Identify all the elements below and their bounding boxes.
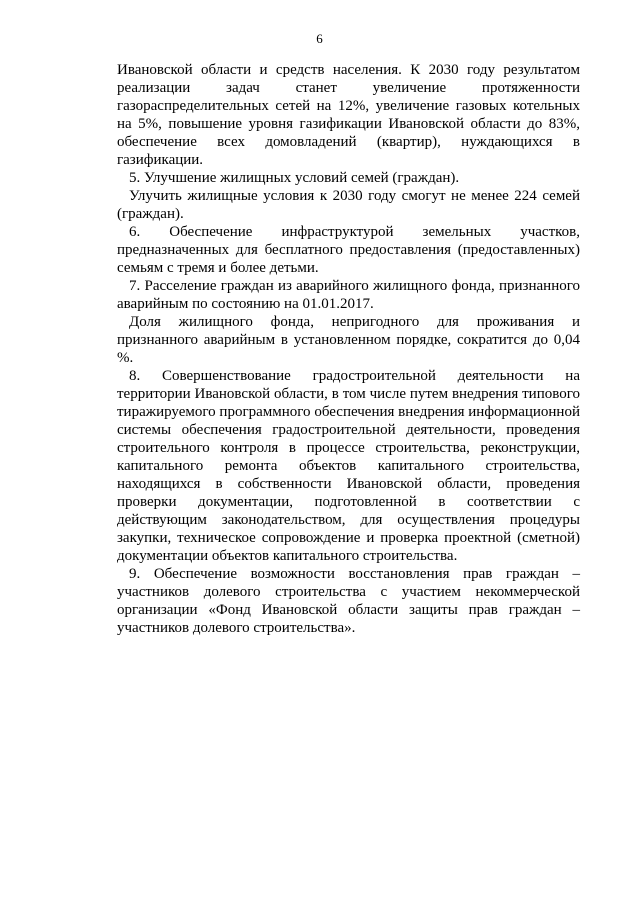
paragraph-item-6-heading: 6. Обеспечение инфраструктурой земельных участков, предназначенных для бесплатного предоставления (предоставленных) семьям с тремя и более детьми. [117, 224, 580, 276]
paragraph-item-9-heading: 9. Обеспечение возможности восстановления прав граждан – участников долевого строительства с участием некоммерческой организации «Фонд Ивановской области защиты прав граждан – участников долевого строительства». [117, 566, 580, 636]
page-number: 6 [316, 31, 323, 46]
paragraph-item-7-heading: 7. Расселение граждан из аварийного жилищного фонда, признанного аварийным по состоянию на 01.01.2017. [117, 278, 580, 312]
document-body [117, 61, 580, 637]
paragraph-item-7-result: Доля жилищного фонда, непригодного для проживания и признанного аварийным в установленном порядке, сократится до 0,04 %. [117, 314, 580, 366]
paragraph-item-5-result: Улучить жилищные условия к 2030 году смогут не менее 224 семей (граждан). [117, 188, 580, 222]
paragraph-gasification-results: Ивановской области и средств населения. К 2030 году результатом реализации задач станет увеличение протяженности газораспределительных сетей на 12%, увеличение газовых котельных на 5%, повышение уровня газификации Ивановской области до 83%, обеспечение всех домовладений (квартир), нуждающихся в газификации. [117, 62, 580, 168]
paragraph-item-8-heading: 8. Совершенствование градостроительной деятельности на территории Ивановской области, в том числе путем внедрения типового тиражируемого программного обеспечения внедрения информационной системы обеспечения градостроительной деятельности, проведения строительного контроля в процессе строительства, реконструкции, капитального ремонта объектов капитального строительства, находящихся в собственности Ивановской области, проведения проверки документации, подготовленной в соответствии с действующим законодательством, для осуществления процедуры закупки, техническое сопровождение и проверка проектной (сметной) документации объектов капитального строительства. [117, 368, 580, 564]
paragraph-item-5-heading: 5. Улучшение жилищных условий семей (граждан). [129, 170, 460, 186]
